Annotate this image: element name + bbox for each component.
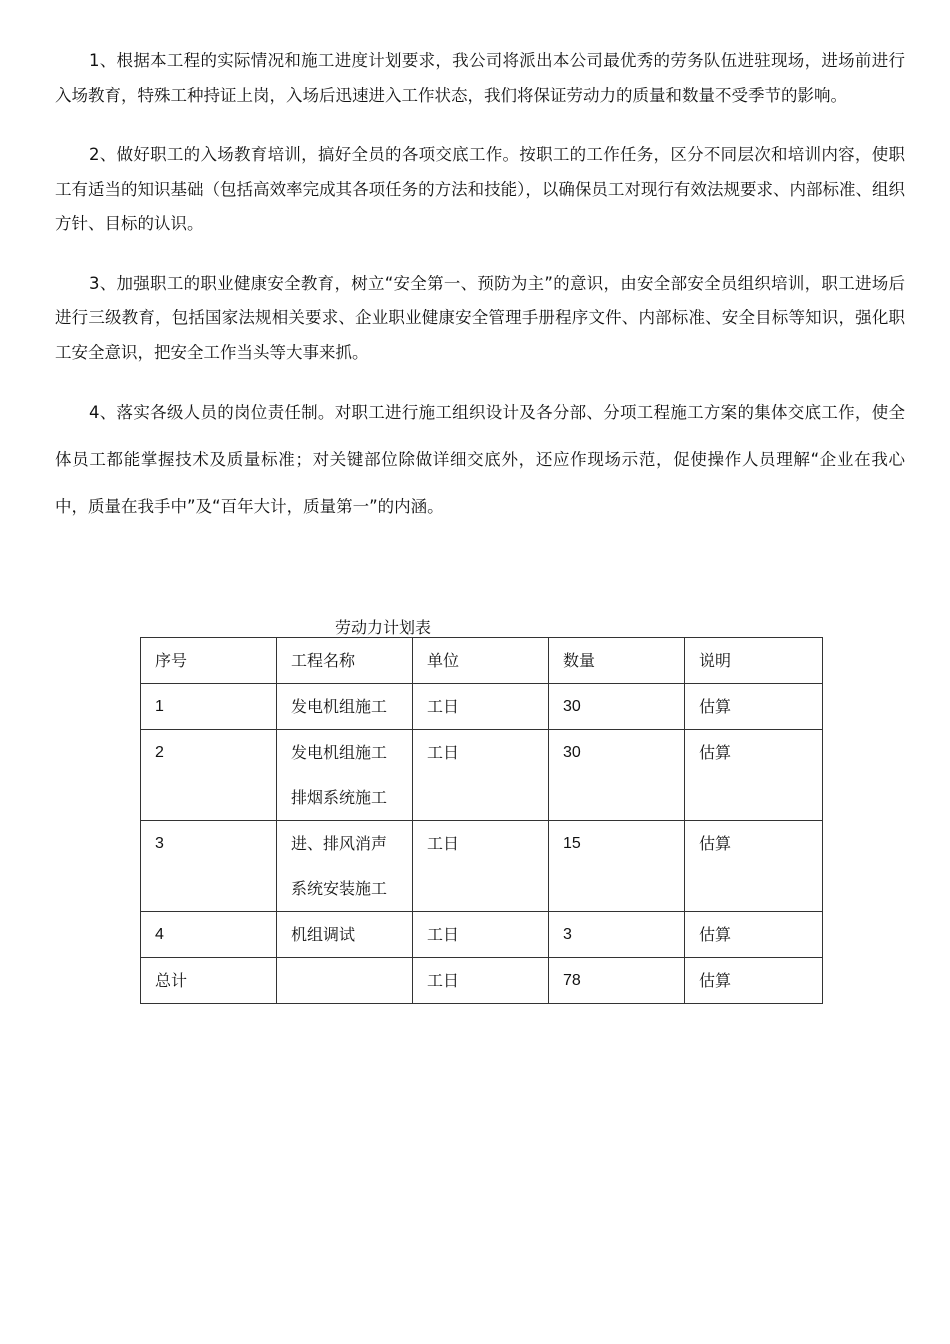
cell-unit: 工日 (413, 821, 549, 912)
cell-note: 估算 (685, 730, 823, 821)
cell-qty: 30 (549, 730, 685, 821)
cell-name (277, 821, 413, 912)
table-row (141, 730, 823, 821)
table-caption: 劳动力计划表 (335, 618, 432, 637)
cell-note: 估算 (685, 958, 823, 1004)
header-note: 说明 (685, 638, 823, 684)
cell-name (277, 730, 413, 821)
cell-no: 总计 (141, 958, 277, 1004)
cell-name-line: 排烟系统施工 (291, 788, 388, 807)
table-row (141, 912, 823, 958)
cell-note: 估算 (685, 684, 823, 730)
cell-no: 2 (141, 730, 277, 821)
cell-name: 发电机组施工 (277, 684, 413, 730)
table-row (141, 821, 823, 912)
cell-unit: 工日 (413, 912, 549, 958)
paragraph-3: 3、加强职工的职业健康安全教育，树立“安全第一、预防为主”的意识，由安全部安全员组织培训，职工进场后进行三级教育，包括国家法规相关要求、企业职业健康安全管理手册程序文件、内部标准、安全目标等知识，强化职工安全意识，把安全工作当头等大事来抓。 (55, 273, 905, 362)
header-no: 序号 (141, 638, 277, 684)
cell-no: 1 (141, 684, 277, 730)
cell-unit: 工日 (413, 730, 549, 821)
header-name: 工程名称 (277, 638, 413, 684)
cell-qty: 15 (549, 821, 685, 912)
cell-no: 3 (141, 821, 277, 912)
cell-note: 估算 (685, 912, 823, 958)
document-body (55, 44, 905, 555)
cell-name: 机组调试 (277, 912, 413, 958)
header-qty: 数量 (549, 638, 685, 684)
cell-name-line: 发电机组施工 (291, 743, 388, 762)
cell-unit: 工日 (413, 958, 549, 1004)
cell-name (277, 958, 413, 1004)
labor-plan-table (140, 637, 823, 1004)
cell-name-line: 系统安装施工 (291, 879, 388, 898)
cell-no: 4 (141, 912, 277, 958)
cell-qty: 3 (549, 912, 685, 958)
table-header-row (141, 638, 823, 684)
header-unit: 单位 (413, 638, 549, 684)
paragraph-2: 2、做好职工的入场教育培训，搞好全员的各项交底工作。按职工的工作任务，区分不同层次和培训内容，使职工有适当的知识基础（包括高效率完成其各项任务的方法和技能），以确保员工对现行有效法规要求、内部标准、组织方针、目标的认识。 (55, 145, 905, 233)
paragraph-4: 4、落实各级人员的岗位责任制。对职工进行施工组织设计及各分部、分项工程施工方案的集体交底工作，使全体员工都能掌握技术及质量标准；对关键部位除做详细交底外，还应作现场示范，促使操作人员理解“企业在我心中，质量在我手中”及“百年大计，质量第一”的内涵。 (55, 403, 905, 516)
table-total-row (141, 958, 823, 1004)
cell-unit: 工日 (413, 684, 549, 730)
cell-qty: 30 (549, 684, 685, 730)
paragraph-1: 1、根据本工程的实际情况和施工进度计划要求，我公司将派出本公司最优秀的劳务队伍进驻现场，进场前进行入场教育，特殊工种持证上岗，入场后迅速进入工作状态，我们将保证劳动力的质量和数量不受季节的影响。 (55, 51, 905, 105)
cell-name-line: 进、排风消声 (291, 834, 388, 853)
cell-note: 估算 (685, 821, 823, 912)
table-row (141, 684, 823, 730)
cell-qty: 78 (549, 958, 685, 1004)
